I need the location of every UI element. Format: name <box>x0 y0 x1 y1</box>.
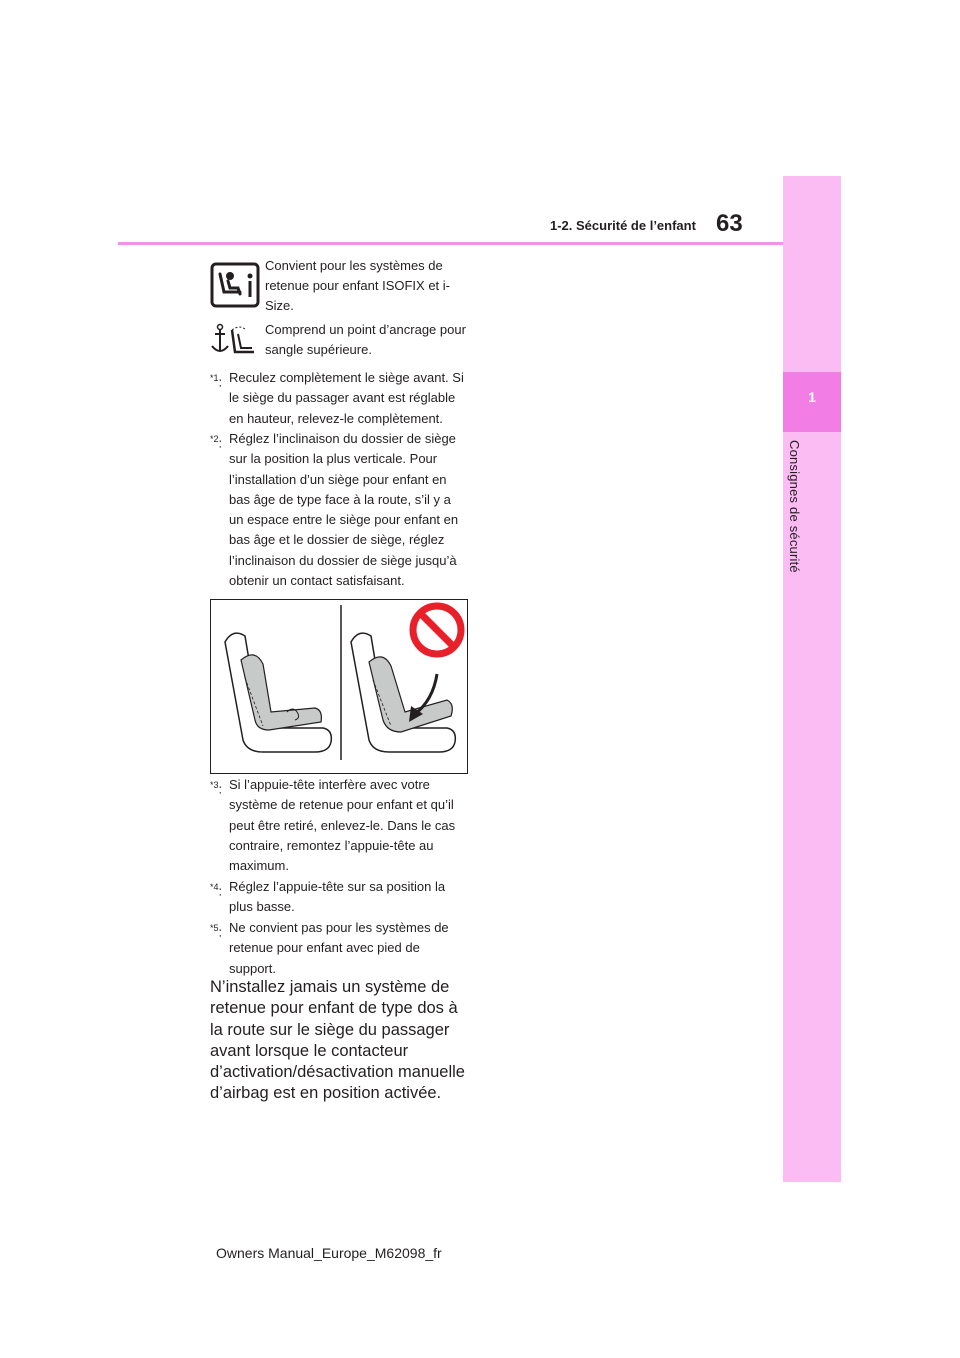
note-mark: *5 <box>210 923 219 933</box>
section-title: 1-2. Sécurité de l’enfant <box>550 218 696 233</box>
document-id: Owners Manual_Europe_M62098_fr <box>216 1245 442 1261</box>
chapter-title: Consignes de sécurité <box>787 440 802 573</box>
note-3: $^{*3}$: Si l’appuie-tête interfère avec votre système de retenue pour enfant et qu’il peut être retiré, enlevez-le. Dans le cas contraire, remontez l’appuie-tête au maximum. <box>210 775 468 876</box>
note-mark: *2 <box>210 434 219 444</box>
chapter-number: 1 <box>808 389 816 405</box>
note-text: Reculez complètement le siège avant. Si le siège du passager avant est réglable en hauteur, relevez-le complètement. <box>229 370 464 426</box>
legend-text-top-tether: Comprend un point d’ancrage pour sangle supérieure. <box>265 322 466 357</box>
note-mark: *3 <box>210 780 219 790</box>
note-mark: *4 <box>210 882 219 892</box>
prohibition-icon <box>413 606 461 654</box>
isofix-i-size-icon <box>210 262 260 308</box>
note-mark: *1 <box>210 373 219 383</box>
seat-illustration <box>210 599 468 774</box>
note-5: $^{*5}$: Ne convient pas pour les systèmes de retenue pour enfant avec pied de support. <box>210 918 468 979</box>
chapter-side-tab <box>783 176 841 1182</box>
note-text: Réglez l’inclinaison du dossier de siège sur la position la plus verticale. Pour l’installation d’un siège pour enfant en bas âge de type face à la route, s’il y a un espace entre le siège pour enfant en bas âge et le dossier de siège, réglez l’inclinaison du dossier de siège jusqu’à obtenir un contact satisfaisant. <box>229 431 459 589</box>
note-4: $^{*4}$: Réglez l’appuie-tête sur sa position la plus basse. <box>210 877 468 918</box>
header-rule <box>118 242 783 245</box>
top-tether-anchor-icon <box>210 322 260 358</box>
seat-correct-illustration <box>225 633 331 752</box>
airbag-warning-text: N’installez jamais un système de retenue pour enfant de type dos à la route sur le siège du passager avant lorsque le contacteur d’activation/désactivation manuelle d’airbag est en position activée. <box>210 978 465 1103</box>
note-text: Ne convient pas pour les systèmes de retenue pour enfant avec pied de support. <box>229 920 449 976</box>
legend-text-isofix: Convient pour les systèmes de retenue pour enfant ISOFIX et i-Size. <box>265 258 450 313</box>
note-text: Si l’appuie-tête interfère avec votre système de retenue pour enfant et qu’il peut être retiré, enlevez-le. Dans le cas contraire, remontez l’appuie-tête au maximum. <box>229 777 456 874</box>
note-text: Réglez l’appuie-tête sur sa position la plus basse. <box>229 879 446 915</box>
note-1: $^{*1}$: Reculez complètement le siège avant. Si le siège du passager avant est réglable en hauteur, relevez-le complètement. <box>210 368 468 429</box>
note-2: $^{*2}$: Réglez l’inclinaison du dossier de siège sur la position la plus verticale. Pour l’installation d’un siège pour enfant en bas âge de type face à la route, s’il y a un espace entre le siège pour enfant en bas âge et le dossier de siège, réglez l’inclinaison du dossier de siège jusqu’à obtenir un contact satisfaisant. <box>210 429 468 591</box>
page-number: 63 <box>716 210 743 237</box>
